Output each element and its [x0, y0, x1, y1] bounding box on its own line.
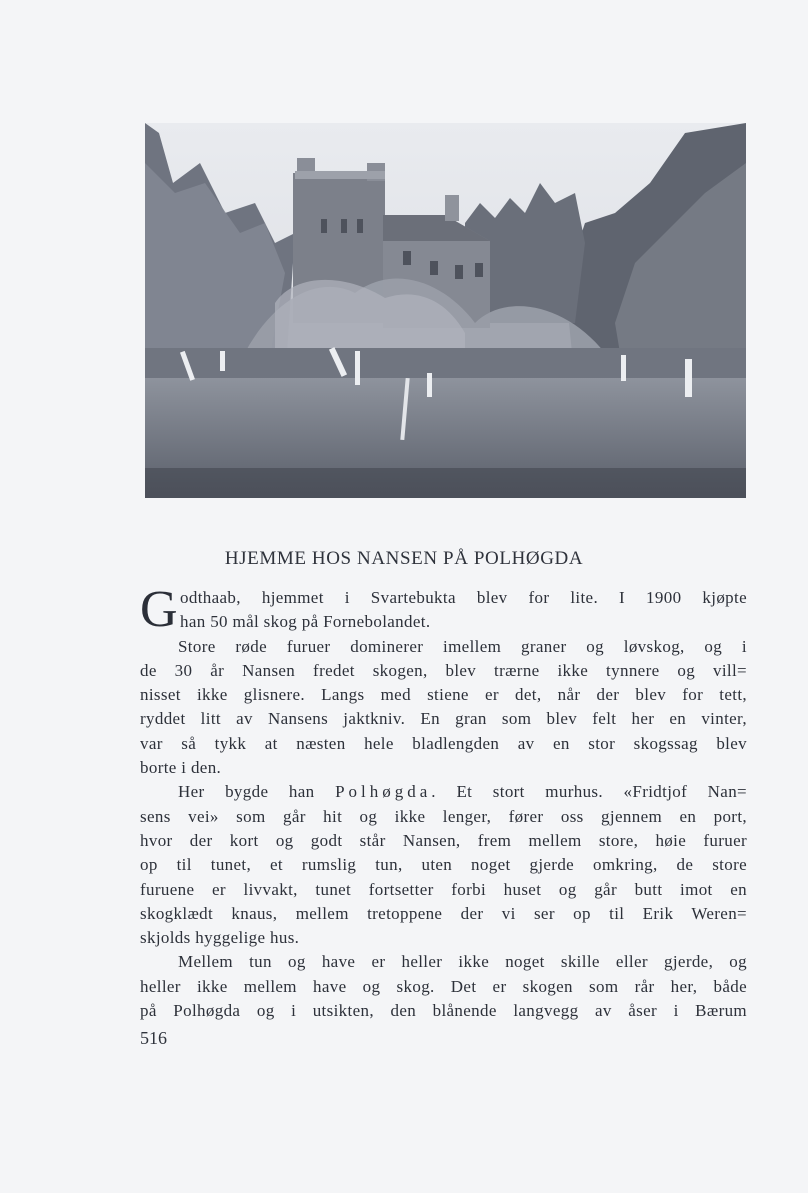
text-line: borte i den. — [140, 758, 222, 778]
text-fragment: . Et stort murhus. «Fridtjof Nan= — [431, 782, 747, 802]
paragraph-1 — [140, 581, 747, 638]
text-fragment: Her bygde han — [178, 782, 336, 802]
text-line: heller ikke mellem have og skog. Det er skogen som rår her, både — [140, 976, 747, 996]
text-line: hvor der kort og godt står Nansen, frem mellem store, høie furuer — [140, 830, 747, 850]
paragraph-4 — [140, 950, 747, 1023]
text-line: Mellem tun og have er heller ikke noget skille eller gjerde, og — [178, 952, 747, 972]
text-line: odthaab, hjemmet i Svartebukta blev for lite. I 1900 kjøpte — [180, 588, 747, 607]
paragraph-3 — [140, 780, 747, 950]
text-line: skjolds hyggelige hus. — [140, 928, 300, 948]
house-photo — [145, 123, 746, 498]
body-text — [140, 581, 747, 1023]
page-number: 516 — [140, 1028, 167, 1048]
place-name: Polhøgda — [335, 782, 432, 802]
text-line — [140, 780, 747, 804]
chapter-heading: HJEMME HOS NANSEN PÅ POLHØGDA — [224, 548, 584, 569]
text-line: han 50 mål skog på Fornebolandet. — [180, 612, 431, 632]
text-line: Store røde furuer dominerer imellem graner og løvskog, og i — [178, 636, 747, 656]
text-line: op til tunet, et rumslig tun, uten noget gjerde omkring, de store — [140, 855, 747, 875]
text-line: sens vei» som går hit og ikke lenger, fører oss gjennem en port, — [140, 806, 747, 826]
text-line: nisset ikke glisnere. Langs med stiene er det, når der blev for tett, — [140, 685, 747, 705]
text-line: ryddet litt av Nansens jaktkniv. En gran som blev felt her en vinter, — [140, 709, 747, 729]
text-line: skogklædt knaus, mellem tretoppene der vi ser op til Erik Weren= — [140, 903, 747, 923]
photo-illustration — [145, 123, 746, 498]
text-line: furuene er livvakt, tunet fortsetter forbi huset og går butt imot en — [140, 879, 747, 899]
text-line: på Polhøgda og i utsikten, den blånende langvegg av åser i Bærum — [140, 1001, 747, 1021]
paragraph-2 — [140, 635, 747, 781]
drop-cap: G — [140, 581, 178, 638]
text-line: var så tykk at næsten hele bladlengden av en stor skogssag blev — [140, 733, 747, 753]
text-line: de 30 år Nansen fredet skogen, blev trærne ikke tynnere og vill= — [140, 660, 747, 680]
